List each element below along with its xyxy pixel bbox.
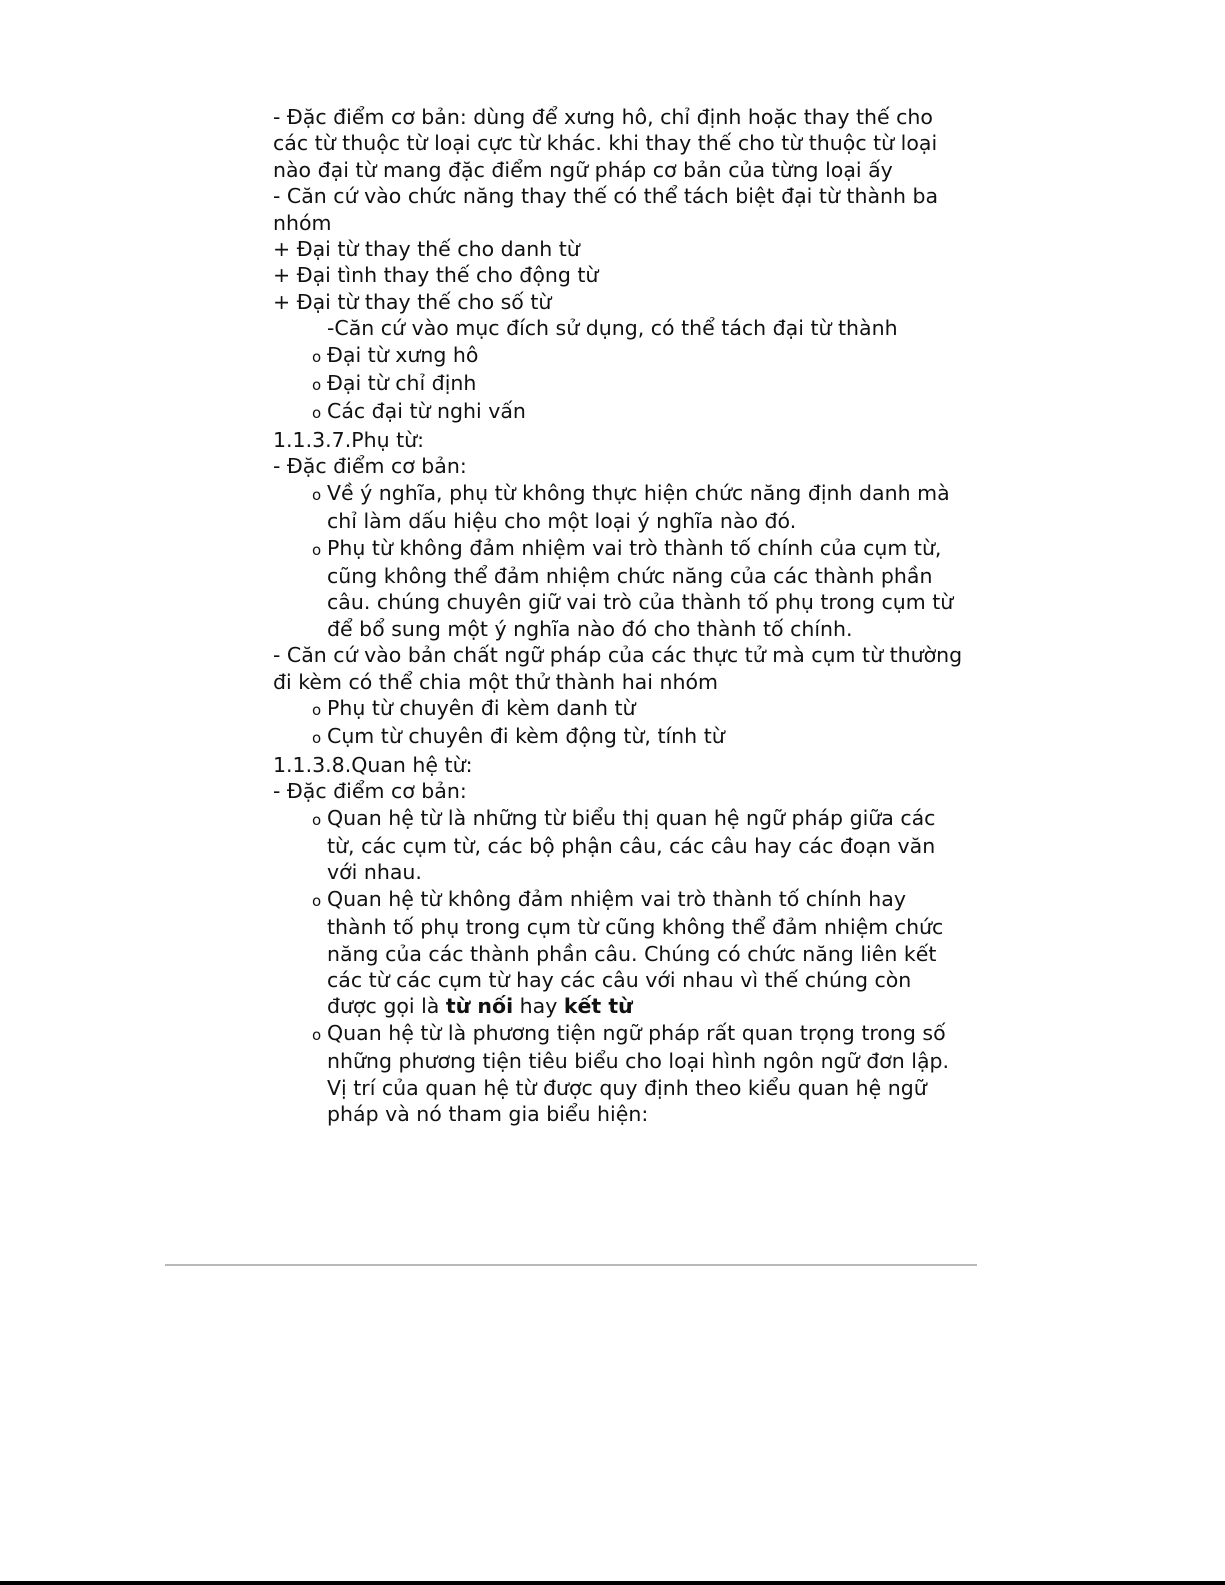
paragraph-relation-features: - Đặc điểm cơ bản: — [273, 779, 467, 804]
bullet-circle-icon: o — [312, 1025, 322, 1044]
bullet-circle-icon: o — [312, 810, 322, 829]
bullet-circle-icon: o — [312, 540, 322, 559]
bullet-circle-icon: o — [312, 404, 322, 423]
section-heading-adverb: 1.1.3.7.Phụ từ: — [273, 427, 425, 452]
bullet-item: o Quan hệ từ không đảm nhiệm vai trò thành tố chính hay thành tố phụ trong cụm từ cũng không thể đảm nhiệm chức năng của các thành phần câu. Chúng có chức năng liên kết các từ các cụm từ hay các câu với nhau vì thế chúng còn được gọi là từ nối hay kết từ — [312, 886, 944, 1019]
bullet-circle-icon: o — [312, 700, 322, 719]
bullet-circle-icon: o — [312, 376, 322, 395]
section-heading-relation-word: 1.1.3.8.Quan hệ từ: — [273, 752, 473, 777]
bullet-item: o Phụ từ chuyên đi kèm danh từ — [273, 695, 963, 723]
page-bottom-edge — [0, 1581, 1225, 1585]
list-item-noun-pronoun: + Đại từ thay thế cho danh từ — [273, 237, 580, 262]
bold-term-tu-noi: từ nối — [445, 994, 514, 1019]
bullet-item: o Đại từ chỉ định — [273, 370, 963, 398]
list-item-numeral-pronoun: + Đại từ thay thế cho số từ — [273, 289, 552, 314]
page-footer-divider — [165, 1264, 977, 1266]
bullet-circle-icon: o — [312, 347, 322, 366]
document-body — [273, 104, 963, 1127]
bullet-item: o Đại từ xưng hô — [273, 342, 963, 370]
paragraph-pronoun-features: - Đặc điểm cơ bản: dùng để xưng hô, chỉ định hoặc thay thế cho các từ thuộc từ loại cực từ khác. khi thay thế cho từ thuộc từ loại nào đại từ mang đặc điểm ngữ pháp cơ bản của từng loại ấy — [273, 105, 938, 182]
bullet-circle-icon: o — [312, 729, 322, 748]
bullet-item: o Cụm từ chuyên đi kèm động từ, tính từ — [273, 723, 963, 751]
bullet-circle-icon: o — [312, 485, 322, 504]
paragraph-adverb-groups: - Căn cứ vào bản chất ngữ pháp của các thực tử mà cụm từ thường đi kèm có thể chia một thử thành hai nhóm — [273, 643, 963, 694]
bullet-item: o Về ý nghĩa, phụ từ không thực hiện chức năng định danh mà chỉ làm dấu hiệu cho một loại ý nghĩa nào đó. — [312, 480, 950, 534]
bullet-item: o Các đại từ nghi vấn — [273, 398, 963, 426]
bullet-circle-icon: o — [312, 891, 322, 910]
paragraph-adverb-features: - Đặc điểm cơ bản: — [273, 454, 467, 479]
bullet-item: o Quan hệ từ là phương tiện ngữ pháp rất quan trọng trong số những phương tiện tiêu biểu cho loại hình ngôn ngữ đơn lập. Vị trí của quan hệ từ được quy định theo kiểu quan hệ ngữ pháp và nó tham gia biểu hiện: — [312, 1020, 950, 1127]
bold-term-ket-tu: kết từ — [563, 994, 633, 1019]
bullet-item: o Phụ từ không đảm nhiệm vai trò thành tố chính của cụm từ, cũng không thể đảm nhiệm chức năng của các thành phần câu. chúng chuyên giữ vai trò của thành tố phụ trong cụm từ để bổ sung một ý nghĩa nào đó cho thành tố chính. — [312, 535, 954, 641]
paragraph-pronoun-groups: - Căn cứ vào chức năng thay thế có thể tách biệt đại từ thành ba nhóm — [273, 184, 939, 235]
bullet-item: o Quan hệ từ là những từ biểu thị quan hệ ngữ pháp giữa các từ, các cụm từ, các bộ phận câu, các câu hay các đoạn văn với nhau. — [312, 805, 936, 885]
list-item-verb-pronoun: + Đại tình thay thế cho động từ — [273, 263, 599, 288]
paragraph-pronoun-purpose: -Căn cứ vào mục đích sử dụng, có thể tách đại từ thành — [327, 316, 898, 341]
